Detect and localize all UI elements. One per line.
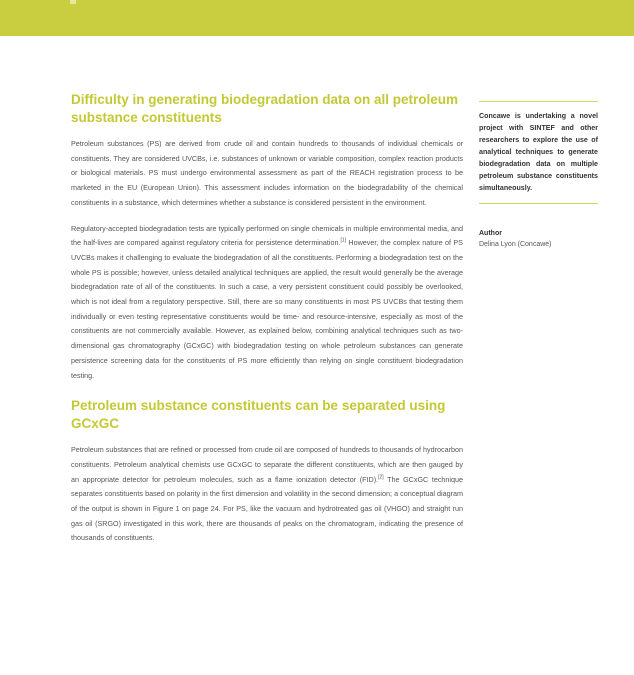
sidebar [479,101,598,250]
body-paragraph [71,443,463,546]
body-paragraph [71,222,463,384]
header-tab-mark [70,0,76,4]
author-name: Delina Lyon (Concawe) [479,241,552,248]
paragraph-text: However, the complex nature of PS UVCBs makes it challenging to evaluate the biodegradation of all the constituents. Performing a biodegradation test on the whole PS is possible; however, unless detailed analytical techniques are applied, the result would generally be the average biodegradation rate of all of the constituents. In such a case, a very persistent constituent could possibly be overlooked, which is not ideal from a regulatory perspective. Still, there are so many constituents in most PS UVCBs that testing them individually or even testing representative constituents would be time- and resource-intensive, especially as most of the constituents are not commercially available. However, as explained below, combining analytical techniques such as two-dimensional gas chromatography (GCxGC) with biodegradation testing on whole petroleum substances can generate persistence screening data for the constituents of PS more efficiently than relying on single constituent biodegradation testing. [71,238,463,380]
citation-ref: [1] [340,237,347,244]
paragraph-text: Regulatory-accepted biodegradation tests are typically performed on single chemicals in multiple environmental media, and the half-lives are compared against regulatory criteria for persistence determination. [71,223,463,248]
paragraph-text: Petroleum substances (PS) are derived from crude oil and contain hundreds to thousands of individual chemicals or constituents. They are considered UVCBs, i.e. substances of unknown or variable composition, complex reaction products or biological materials. PS must undergo environmental assessment as part of the REACH registration process to be marketed in the EU (European Union). This assessment includes information on the biodegradability of the chemical constituents in a substance, which determines whether a substance is considered persistent in the environment. [71,139,463,207]
citation-ref: [2] [378,474,384,481]
pull-quote: Concawe is undertaking a novel project with SINTEF and other researchers to explore the use of analytical techniques to generate biodegradation data on multiple petroleum substance constituents simultaneously. [479,112,598,192]
sidebar-rule-top [479,101,598,102]
paragraph-text: The GCxGC technique separates constituents based on polarity in the first dimension and volatility in the second dimension; a conceptual diagram of the output is shown in Figure 1 on page 24. For PS, like the vacuum and hydrotreated gas oil (VHGO) and straight run gas oil (SRGO) investigated in this work, there are thousands of peaks on the chromatogram, indicating the presence of thousands of constituents. [71,474,463,543]
body-paragraph [71,137,463,211]
main-column [71,91,463,557]
section-heading-gcxgc: Petroleum substance constituents can be separated using GCxGC [71,398,446,432]
sidebar-rule-bottom [479,203,598,204]
header-band [0,0,634,36]
section-heading-biodegradation: Difficulty in generating biodegradation data on all petroleum substance constituents [71,92,459,125]
author-label: Author [479,230,502,237]
paragraph-text: Petroleum substances that are refined or processed from crude oil are composed of hundreds to thousands of hydrocarbon constituents. Petroleum analytical chemists use GCxGC to separate the different constituents, which are then gauged by an appropriate detector for petroleum molecules, such as a flame ionization detector (FID). [71,445,463,484]
